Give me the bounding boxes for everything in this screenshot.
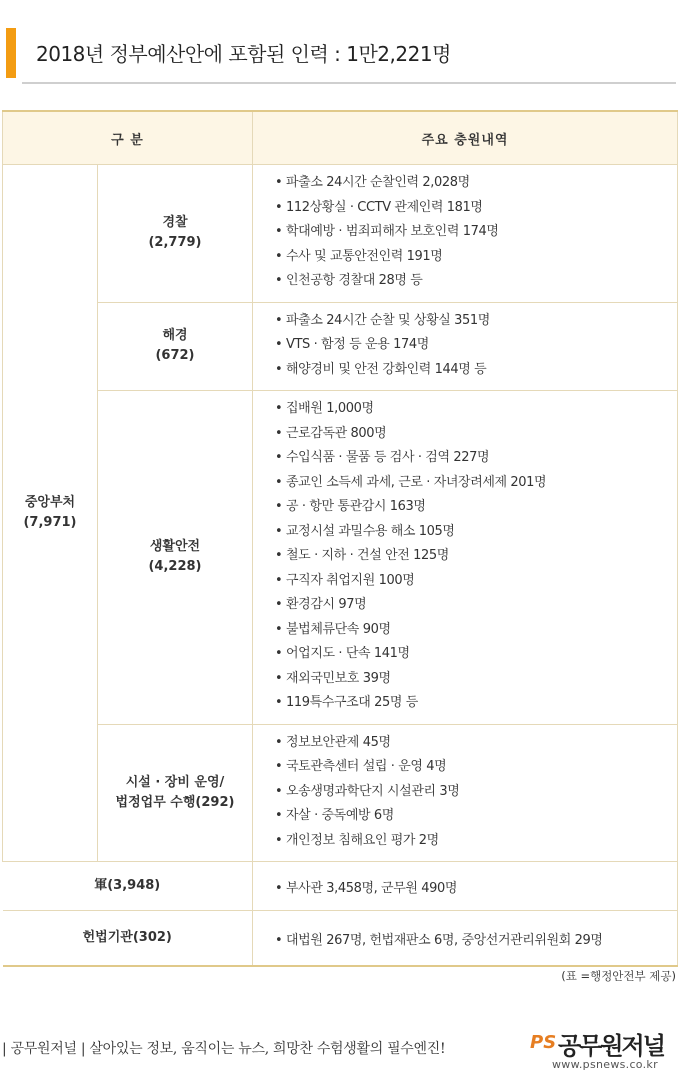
group-count: (2,779) bbox=[148, 235, 202, 251]
list-item: • 교정시설 과밀수용 해소 105명 bbox=[275, 520, 677, 545]
list-item: • 환경감시 97명 bbox=[275, 593, 677, 618]
item-list bbox=[275, 929, 677, 948]
list-item: • 공 · 항만 통관감시 163명 bbox=[275, 495, 677, 520]
items-cell bbox=[253, 911, 678, 967]
list-item: • 119특수구조대 25명 등 bbox=[275, 691, 677, 716]
footer bbox=[0, 1026, 680, 1079]
title-underline bbox=[22, 82, 676, 84]
list-item: • 집배원 1,000명 bbox=[275, 397, 677, 422]
list-item: • 근로감독관 800명 bbox=[275, 422, 677, 447]
items-cell bbox=[253, 862, 678, 911]
group-name: 생활안전 bbox=[149, 539, 201, 555]
dept-cell: 헌법기관(302) bbox=[3, 911, 253, 967]
table-row bbox=[3, 302, 678, 391]
group-cell bbox=[98, 302, 253, 391]
group-cell bbox=[98, 724, 253, 862]
list-item: • 학대예방 · 범죄피해자 보호인력 174명 bbox=[275, 220, 677, 245]
psnews-logo[interactable] bbox=[530, 1026, 678, 1076]
item-list bbox=[275, 309, 677, 383]
group-name: 경찰 bbox=[162, 215, 188, 231]
dept-cell: 軍(3,948) bbox=[3, 862, 253, 911]
page-title: 2018년 정부예산안에 포함된 인력 : 1만2,221명 bbox=[36, 42, 451, 66]
staffing-table bbox=[2, 110, 678, 967]
group-cell bbox=[98, 165, 253, 303]
list-item: • 구직자 취업지원 100명 bbox=[275, 569, 677, 594]
logo-url: www.psnews.co.kr bbox=[552, 1058, 658, 1071]
header-category: 구 분 bbox=[3, 111, 253, 165]
list-item: • 112상황실 · CCTV 관제인력 181명 bbox=[275, 196, 677, 221]
item-list bbox=[275, 731, 677, 854]
list-item: • 수입식품 · 물품 등 검사 · 검역 227명 bbox=[275, 446, 677, 471]
item-list bbox=[275, 397, 677, 716]
list-item: • 파출소 24시간 순찰 및 상황실 351명 bbox=[275, 309, 677, 334]
list-item: • 국토관측센터 설립 · 운영 4명 bbox=[275, 755, 677, 780]
group-count: (4,228) bbox=[148, 559, 202, 575]
list-item: • 정보보안관제 45명 bbox=[275, 731, 677, 756]
list-item: • 자살 · 중독예방 6명 bbox=[275, 804, 677, 829]
items-cell bbox=[253, 391, 678, 725]
list-item: • 부사관 3,458명, 군무원 490명 bbox=[275, 880, 458, 896]
list-item: • 어업지도 · 단속 141명 bbox=[275, 642, 677, 667]
table-row bbox=[3, 862, 678, 911]
list-item: • 파출소 24시간 순찰인력 2,028명 bbox=[275, 171, 677, 196]
group-count: 법정업무 수행(292) bbox=[115, 794, 235, 810]
dept-name: 중앙부처 bbox=[24, 495, 76, 510]
table-row bbox=[3, 391, 678, 725]
list-item: • 수사 및 교통안전인력 191명 bbox=[275, 245, 677, 270]
list-item: • 해양경비 및 안전 강화인력 144명 등 bbox=[275, 358, 677, 383]
table-row bbox=[3, 165, 678, 303]
group-cell bbox=[98, 391, 253, 725]
item-list bbox=[275, 171, 677, 294]
items-cell bbox=[253, 302, 678, 391]
logo-ps-mark: PS bbox=[530, 1032, 557, 1053]
dept-cell bbox=[3, 165, 98, 862]
group-count: (672) bbox=[155, 348, 195, 364]
list-item: • 종교인 소득세 과세, 근로 · 자녀장려세제 201명 bbox=[275, 471, 677, 496]
list-item: • 인천공항 경찰대 28명 등 bbox=[275, 269, 677, 294]
list-item: • 불법체류단속 90명 bbox=[275, 618, 677, 643]
footer-slogan: | 공무원저널 | 살아있는 정보, 움직이는 뉴스, 희망찬 수험생활의 필수엔진! bbox=[2, 1041, 446, 1057]
items-cell bbox=[253, 165, 678, 303]
items-cell bbox=[253, 724, 678, 862]
list-item: • 개인정보 침해요인 평가 2명 bbox=[275, 829, 677, 854]
list-item: • 재외국민보호 39명 bbox=[275, 667, 677, 692]
list-item-text: 대법원 267명, 헌법재판소 6명, 중앙선거관리위원회 29명 bbox=[286, 932, 603, 948]
list-item-text: 부사관 3,458명, 군무원 490명 bbox=[286, 880, 458, 896]
item-list bbox=[275, 877, 677, 896]
table-row bbox=[3, 911, 678, 967]
list-item: • VTS · 함정 등 운용 174명 bbox=[275, 333, 677, 358]
group-name: 해경 bbox=[162, 328, 188, 344]
dept-count: (7,971) bbox=[23, 515, 77, 530]
list-item: • 철도 · 지하 · 건설 안전 125명 bbox=[275, 544, 677, 569]
group-name: 시설 · 장비 운영/ bbox=[125, 774, 225, 790]
table-row bbox=[3, 724, 678, 862]
list-item: • 오송생명과학단지 시설관리 3명 bbox=[275, 780, 677, 805]
table-header-row bbox=[3, 111, 678, 165]
list-item: • 대법원 267명, 헌법재판소 6명, 중앙선거관리위원회 29명 bbox=[275, 932, 603, 948]
title-accent-bar bbox=[6, 28, 16, 78]
title-bar bbox=[0, 24, 680, 76]
logo-name: 공무원저널 bbox=[558, 1032, 664, 1060]
source-note: (표 =행정안전부 제공) bbox=[561, 969, 676, 983]
header-details: 주요 충원내역 bbox=[253, 111, 678, 165]
